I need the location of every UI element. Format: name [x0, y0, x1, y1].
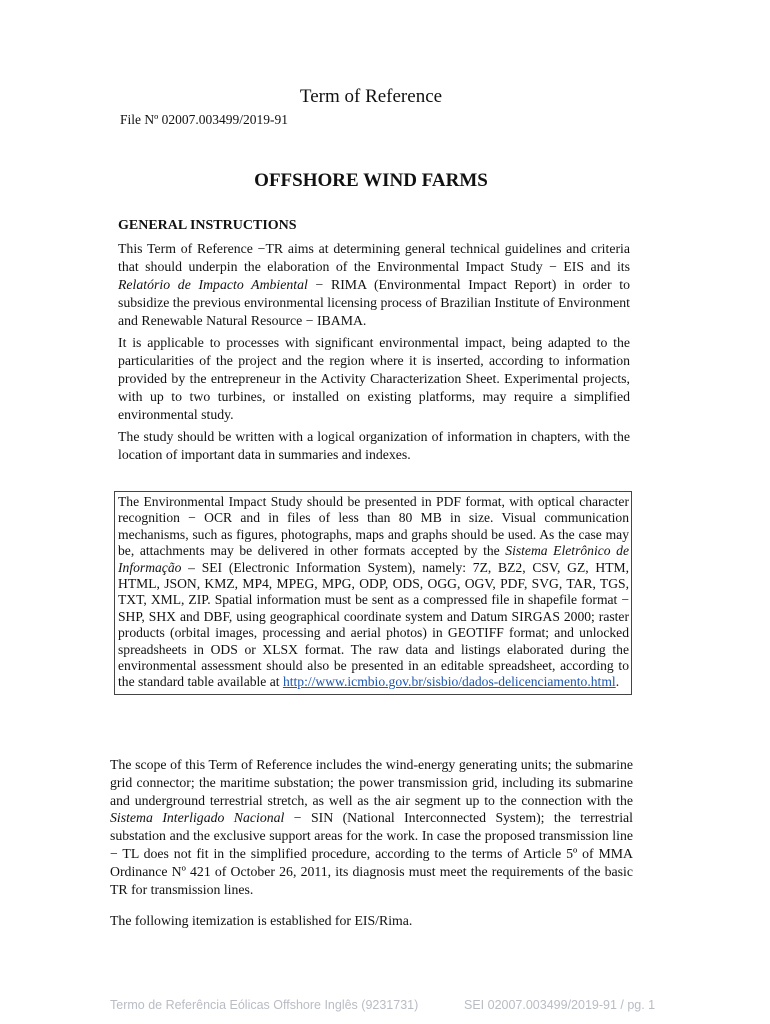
section-heading-general-instructions: GENERAL INSTRUCTIONS	[118, 218, 297, 233]
document-title: Term of Reference	[299, 86, 443, 107]
file-number: File Nº 02007.003499/2019-91	[120, 112, 289, 127]
box-italic-sei: Sistema Eletrônico de Informação	[118, 543, 629, 575]
footer-document-name: Termo de Referência Eólicas Offshore Inglês (9231731)	[110, 998, 419, 1012]
box-text-a: The Environmental Impact Study should be presented in PDF format, with optical character recognition − OCR and in files of less than 80 MB in size. Visual communication mechanisms, such as figures, photographs, maps and graphs should be used. As the case may be, attachments may be delivered in other formats accepted by the	[118, 494, 629, 559]
paragraph-applicability: It is applicable to processes with significant environmental impact, being adapted to the particularities of the project and the region where it is inserted, according to information provided by the entrepreneur in the Activity Characterization Sheet. Experimental projects, with up to two turbines, or installed on existing platforms, may require a simplified environmental study.	[118, 335, 630, 422]
box-text-c: .	[615, 674, 620, 690]
main-title: OFFSHORE WIND FARMS	[254, 170, 488, 191]
paragraph-itemization: The following itemization is established for EIS/Rima.	[110, 913, 413, 928]
paragraph-organization: The study should be written with a logical organization of information in chapters, with the location of important data in summaries and indexes.	[118, 429, 630, 462]
paragraph-purpose-text-a: This Term of Reference −TR aims at determining general technical guidelines and criteria that should underpin the elaboration of the Environmental Impact Study − EIS and its	[118, 241, 630, 274]
icmbio-link[interactable]: http://www.icmbio.gov.br/sisbio/dados-delicenciamento.html	[282, 674, 616, 690]
paragraph-purpose-text-b: − RIMA (Environmental Impact Report) in order to subsidize the previous environmental licensing process of Brazilian Institute of Environment and Renewable Natural Resource − IBAMA.	[118, 277, 630, 328]
format-requirements-text	[118, 494, 629, 691]
footer-page-info: SEI 02007.003499/2019-91 / pg. 1	[464, 998, 656, 1012]
paragraph-purpose-italic: Relatório de Impacto Ambiental	[118, 277, 308, 292]
scope-text-a: The scope of this Term of Reference includes the wind-energy generating units; the submarine grid connector; the maritime substation; the power transmission grid, including its submarine and underground terrestrial stretch, as well as the air segment up to the connection with the	[110, 757, 633, 808]
scope-italic-sin: Sistema Interligado Nacional	[110, 810, 285, 826]
paragraph-purpose	[118, 240, 630, 330]
paragraph-scope	[110, 756, 633, 898]
box-text-b: – SEI (Electronic Information System), namely: 7Z, BZ2, CSV, GZ, HTM, HTML, JSON, KMZ, MP4, MPEG, MPG, ODP, ODS, OGG, OGV, PDF, SVG, TAR, TGS, TXT, XML, ZIP. Spatial information must be sent as a compressed file in shapefile format − SHP, SHX and DBF, using geographical coordinate system and Datum SIRGAS 2000; raster products (orbital images, processing and aerial photos) in GEOTIFF format; and unlocked spreadsheets in ODS or XLSX format. The raw data and listings elaborated during the environmental assessment should also be presented in an editable spreadsheet, according to the standard table available at	[118, 559, 629, 690]
format-requirements-box	[114, 491, 632, 695]
scope-text-b: − SIN (National Interconnected System); the terrestrial substation and the exclusive support areas for the work. In case the proposed transmission line − TL does not fit in the simplified procedure, according to the terms of Article 5º of MMA Ordinance Nº 421 of October 26, 2011, its diagnosis must meet the requirements of the basic TR for transmission lines.	[110, 810, 634, 897]
